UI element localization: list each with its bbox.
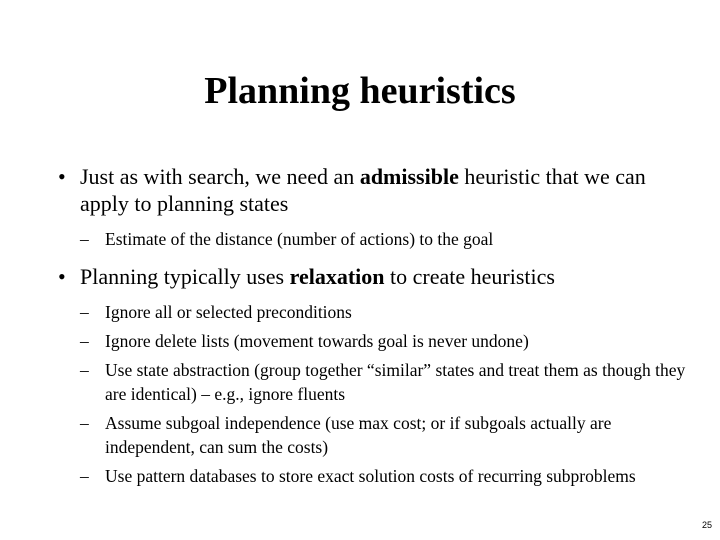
dash-glyph: – bbox=[80, 360, 89, 380]
bullet-text: Just as with search, we need an admissible heuristic that we can apply to planning states bbox=[80, 164, 646, 216]
bullet-item bbox=[58, 163, 698, 217]
dash-glyph: – bbox=[80, 331, 89, 351]
sub-bullet-list bbox=[58, 300, 698, 488]
sub-bullet-item bbox=[58, 329, 698, 353]
page-number: 25 bbox=[701, 520, 712, 530]
sub-bullet-text: Assume subgoal independence (use max cost; or if subgoals actually are independent, can sum the costs) bbox=[105, 413, 612, 457]
sub-bullet-text: Use state abstraction (group together “similar” states and treat them as though they are identical) – e.g., ignore fluents bbox=[105, 360, 686, 404]
bullet-glyph: • bbox=[58, 164, 66, 189]
slide-title: Planning heuristics bbox=[204, 70, 516, 112]
sub-bullet-list bbox=[58, 227, 698, 251]
sub-bullet-item bbox=[58, 227, 698, 251]
dash-glyph: – bbox=[80, 413, 89, 433]
bullet-glyph: • bbox=[58, 264, 66, 289]
sub-bullet-text: Estimate of the distance (number of actions) to the goal bbox=[105, 229, 494, 249]
bold-term: relaxation bbox=[289, 264, 385, 289]
sub-bullet-item bbox=[58, 464, 698, 488]
dash-glyph: – bbox=[80, 302, 89, 322]
dash-glyph: – bbox=[80, 466, 89, 486]
sub-bullet-text: Ignore delete lists (movement towards goal is never undone) bbox=[105, 331, 529, 351]
bold-term: admissible bbox=[359, 164, 459, 189]
sub-bullet-item bbox=[58, 358, 698, 406]
bullet-list bbox=[58, 163, 698, 500]
bullet-item bbox=[58, 263, 698, 290]
sub-bullet-item bbox=[58, 300, 698, 324]
sub-bullet-item bbox=[58, 411, 698, 459]
dash-glyph: – bbox=[80, 229, 89, 249]
sub-bullet-text: Ignore all or selected preconditions bbox=[105, 302, 352, 322]
bullet-text: Planning typically uses relaxation to create heuristics bbox=[80, 264, 555, 289]
sub-bullet-text: Use pattern databases to store exact solution costs of recurring subproblems bbox=[105, 466, 636, 486]
